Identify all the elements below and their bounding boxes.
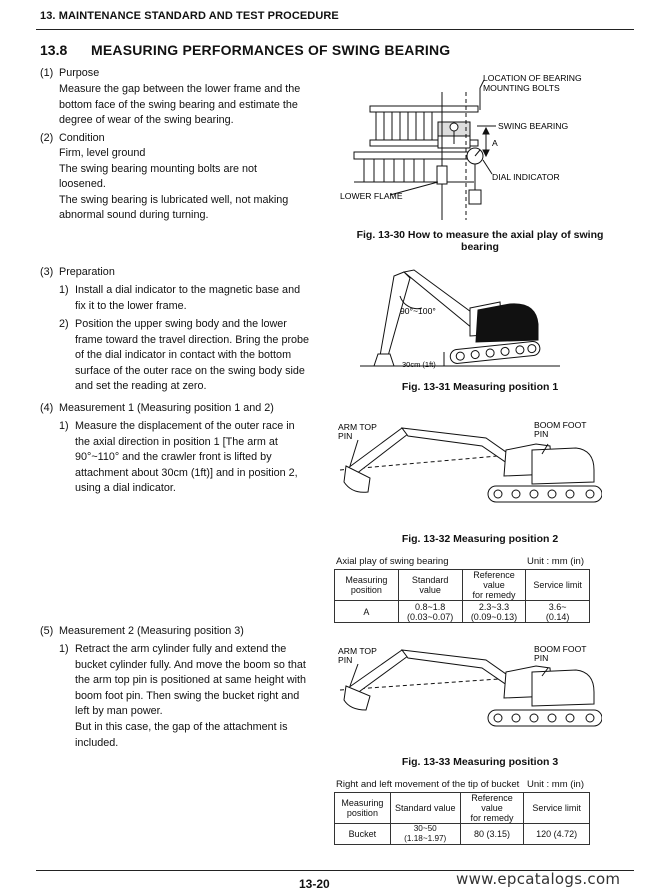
cell-limit: 3.6~ (0.14): [526, 601, 590, 623]
label-boom-foot-line1: BOOM FOOT: [534, 420, 587, 430]
text-line: using a dial indicator.: [75, 482, 176, 495]
item-number-measurement1: (4): [40, 402, 54, 414]
table1-unit: Unit : mm (in): [527, 556, 584, 567]
excavator-position-2-diagram: [336, 414, 602, 518]
cell-reference: 2.3~3.3 (0.09~0.13): [462, 601, 526, 623]
section-title: MEASURING PERFORMANCES OF SWING BEARING: [91, 42, 451, 58]
lower-frame-ribs: [364, 159, 424, 182]
text-line: bottom face of the swing bearing and estimate the: [59, 98, 298, 111]
header-cell: Reference value for remedy: [462, 570, 526, 601]
step-number: 1): [59, 643, 69, 655]
text-line: and set the reading at zero.: [75, 380, 207, 393]
crawler: [488, 710, 602, 726]
upper-frame-ribs: [376, 112, 432, 140]
step-number: 2): [59, 318, 69, 330]
text-line: of the dial indicator in contact with the bottom: [75, 349, 292, 362]
purpose-text: [59, 82, 309, 129]
caption-line: Fig. 13-30 How to measure the axial play of swing: [356, 229, 604, 241]
upper-body: [532, 670, 594, 706]
upper-body: [532, 448, 594, 484]
label-lower-flame: LOWER FLAME: [340, 191, 403, 201]
text-line: The swing bearing is lubricated well, not making: [59, 193, 289, 206]
cell-position: Bucket: [335, 824, 391, 845]
caption-line: bearing: [461, 241, 499, 253]
text-line: Measure the displacement of the outer race in: [75, 420, 295, 432]
label-boom-foot-line2: PIN: [534, 429, 549, 439]
table2-title: Right and left movement of the tip of bucket: [336, 779, 520, 790]
excavator-position-1-diagram: [360, 266, 560, 376]
text-line: left by man power.: [75, 705, 163, 718]
cell-reference: 80 (3.15): [460, 824, 524, 845]
table-row: [335, 601, 590, 623]
item-number-measurement2: (5): [40, 625, 54, 637]
item-title-measurement1: Measurement 1 (Measuring position 1 and 2): [59, 402, 274, 414]
text-line: Install a dial indicator to the magnetic base and: [75, 284, 301, 296]
crawler: [450, 341, 541, 364]
label-arm-top-line2: PIN: [338, 431, 353, 441]
upper-body: [476, 304, 538, 342]
item-number-purpose: (1): [40, 67, 54, 79]
step-number: 1): [59, 284, 69, 296]
text-line: boom foot pin. Then swing the bucket right and: [75, 689, 300, 702]
text-line: 90°~110° and the crawler front is lifted by: [75, 451, 272, 464]
bolt-head: [437, 166, 447, 184]
lower-frame-top: [354, 152, 474, 159]
item-number-condition: (2): [40, 132, 54, 144]
section-number: 13.8: [40, 42, 68, 58]
header-cell: Service limit: [524, 793, 590, 824]
text-line: attachment about 30cm (1ft)] and in position 2,: [75, 466, 298, 479]
text-line: the axial direction in position 1 [The arm at: [75, 435, 278, 448]
label-boom-foot-line2: PIN: [534, 653, 549, 663]
label-dial-indicator: DIAL INDICATOR: [492, 172, 560, 182]
item-number-preparation: (3): [40, 266, 54, 278]
header-cell: Reference value for remedy: [460, 793, 524, 824]
label-arm-top-line1: ARM TOP: [338, 646, 377, 656]
preparation-step-1: [75, 283, 315, 314]
text-line: Position the upper swing body and the lower: [75, 318, 287, 330]
header-cell: Standard value: [398, 570, 462, 601]
cell-limit: 120 (4.72): [524, 824, 590, 845]
running-header: 13. MAINTENANCE STANDARD AND TEST PROCEDURE: [40, 10, 339, 22]
measurement1-step-1: [75, 419, 315, 497]
table-header-row: [335, 570, 590, 601]
text-line: loosened.: [59, 178, 106, 191]
swing-bearing-diagram: [334, 70, 634, 222]
text-line: the arm top pin is positioned at same height with: [75, 674, 307, 687]
bucket-movement-table: [334, 792, 590, 845]
text-line: included.: [75, 736, 119, 749]
label-a: A: [492, 138, 498, 148]
measurement2-step-1: [75, 642, 315, 751]
text-line: But in this case, the gap of the attachment is: [75, 720, 288, 733]
text-line: Firm, level ground: [59, 147, 146, 159]
item-title-purpose: Purpose: [59, 67, 100, 79]
step-number: 1): [59, 420, 69, 432]
magnetic-base: [469, 190, 481, 204]
fig-13-31-caption: Fig. 13-31 Measuring position 1: [401, 381, 559, 393]
label-bolts-line1: LOCATION OF BEARING: [483, 73, 582, 83]
axial-play-table: [334, 569, 590, 623]
text-line: Measure the gap between the lower frame and the: [59, 83, 301, 95]
header-cell: Measuring position: [335, 793, 391, 824]
label-arm-top-line2: PIN: [338, 655, 353, 665]
crawler: [488, 486, 602, 502]
fig-13-33-caption: Fig. 13-33 Measuring position 3: [401, 756, 559, 768]
label-lift-height: 30cm (1ft): [402, 360, 436, 369]
text-line: abnormal sound during turning.: [59, 209, 209, 222]
cell-standard: 30~50 (1.18~1.97): [390, 824, 460, 845]
cell-standard: 0.8~1.8 (0.03~0.07): [398, 601, 462, 623]
probe-tip: [450, 123, 458, 131]
header-rule: [36, 29, 634, 30]
table-header-row: [335, 793, 590, 824]
header-cell: Service limit: [526, 570, 590, 601]
text-line: fix it to the lower frame.: [75, 299, 187, 312]
watermark: www.epcatalogs.com: [456, 870, 621, 888]
label-swing-bearing: SWING BEARING: [498, 121, 569, 131]
table1-title: Axial play of swing bearing: [336, 556, 449, 567]
fig-13-32-caption: Fig. 13-32 Measuring position 2: [401, 533, 559, 545]
header-cell: Standard value: [390, 793, 460, 824]
fig-13-30-caption: [330, 229, 630, 253]
label-bolts-line2: MOUNTING BOLTS: [483, 83, 560, 93]
header-cell: Measuring position: [335, 570, 399, 601]
text-line: The swing bearing mounting bolts are not: [59, 162, 258, 175]
text-line: frame toward the travel direction. Bring the probe: [75, 333, 310, 346]
text-line: degree of wear of the swing bearing.: [59, 114, 234, 127]
label-arm-top-line1: ARM TOP: [338, 422, 377, 432]
cell-position: A: [335, 601, 399, 623]
bucket: [374, 354, 394, 366]
preparation-step-2: [75, 317, 315, 395]
item-title-condition: Condition: [59, 132, 105, 144]
text-line: Retract the arm cylinder fully and extend the: [75, 643, 287, 655]
page-number: 13-20: [299, 877, 330, 891]
text-line: bucket cylinder fully. And move the boom so that: [75, 658, 306, 671]
condition-text: [59, 146, 309, 224]
label-boom-foot-line1: BOOM FOOT: [534, 644, 587, 654]
table-row: [335, 824, 590, 845]
text-line: surface of the outer race on the swing body side: [75, 364, 305, 377]
item-title-measurement2: Measurement 2 (Measuring position 3): [59, 625, 244, 637]
label-angle: 90°~100°: [400, 306, 436, 316]
upper-frame-plate: [370, 106, 478, 112]
table2-unit: Unit : mm (in): [527, 779, 584, 790]
excavator-position-3-diagram: [336, 638, 602, 742]
item-title-preparation: Preparation: [59, 266, 115, 278]
